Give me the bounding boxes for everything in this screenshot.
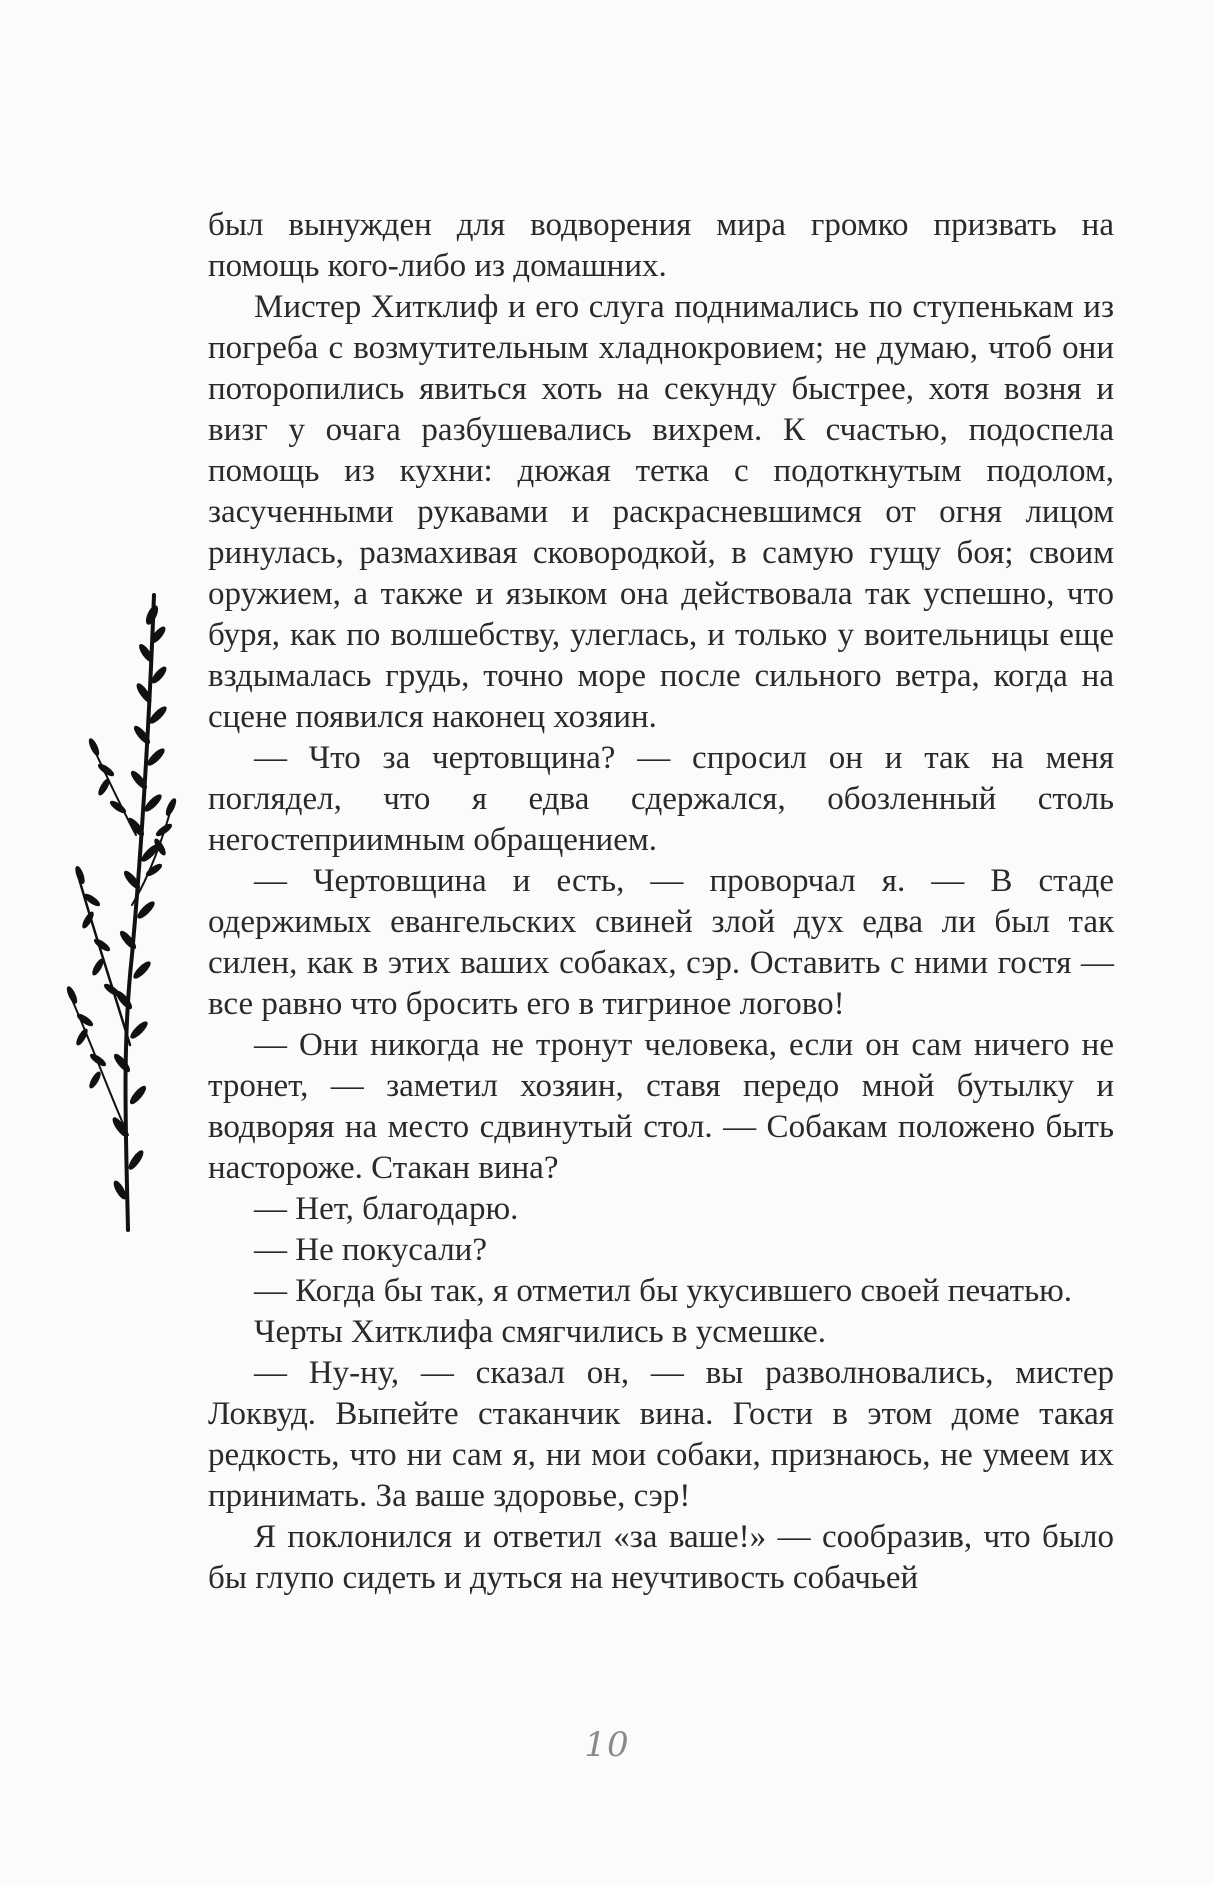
- page-number: 10: [584, 1725, 630, 1765]
- paragraph: — Когда бы так, я отметил бы укусившего своей печатью.: [254, 1273, 1073, 1309]
- paragraph: — Чертовщина и есть, — проворчал я. — В стаде одержимых евангельских свиней злой дух едва ли был так силен, как в этих ваших собаках, сэр. Оставить с ними гостя — все равно что бросить его в тигриное логово!: [208, 863, 1114, 1022]
- paragraph: Я поклонился и ответил «за ваше!» — сообразив, что было бы глупо сидеть и дуться на неучтивость собачьей: [208, 1519, 1114, 1596]
- paragraph: был вынужден для водворения мира громко призвать на помощь кого-либо из домашних.: [208, 207, 1114, 284]
- body-text: [208, 205, 1114, 1599]
- paragraph: — Они никогда не тронут человека, если он сам ничего не тронет, — заметил хозяин, ставя передо мной бутылку и водворяя на место сдвинутый стол. — Собакам положено быть настороже. Стакан вина?: [208, 1027, 1114, 1186]
- paragraph: — Ну-ну, — сказал он, — вы разволновались, мистер Локвуд. Выпейте стаканчик вина. Гости в этом доме такая редкость, что ни сам я, ни мои собаки, признаюсь, не умеем их принимать. За ваше здоровье, сэр!: [208, 1355, 1114, 1514]
- paragraph: — Нет, благодарю.: [254, 1191, 519, 1227]
- paragraph: — Не покусали?: [254, 1232, 487, 1268]
- paragraph: — Что за чертовщина? — спросил он и так на меня поглядел, что я едва сдержался, обозленный столь негостеприимным обращением.: [208, 740, 1114, 858]
- plant-sprig-icon: [40, 575, 180, 1235]
- paragraph: Мистер Хитклиф и его слуга поднимались по ступенькам из погреба с возмутительным хладнокровием; не думаю, чтоб они поторопились явиться хоть на секунду быстрее, хотя возня и визг у очага разбушевались вихрем. К счастью, подоспела помощь из кухни: дюжая тетка с подоткнутым подолом, засученными рукавами и раскрасневшимся от огня лицом ринулась, размахивая сковородкой, в самую гущу боя; своим оружием, а также и языком она действовала так успешно, что буря, как по волшебству, улеглась, и только у воительницы еще вздымалась грудь, точно море после сильного ветра, когда на сцене появился наконец хозяин.: [208, 289, 1114, 735]
- paragraph: Черты Хитклифа смягчились в усмешке.: [254, 1314, 826, 1350]
